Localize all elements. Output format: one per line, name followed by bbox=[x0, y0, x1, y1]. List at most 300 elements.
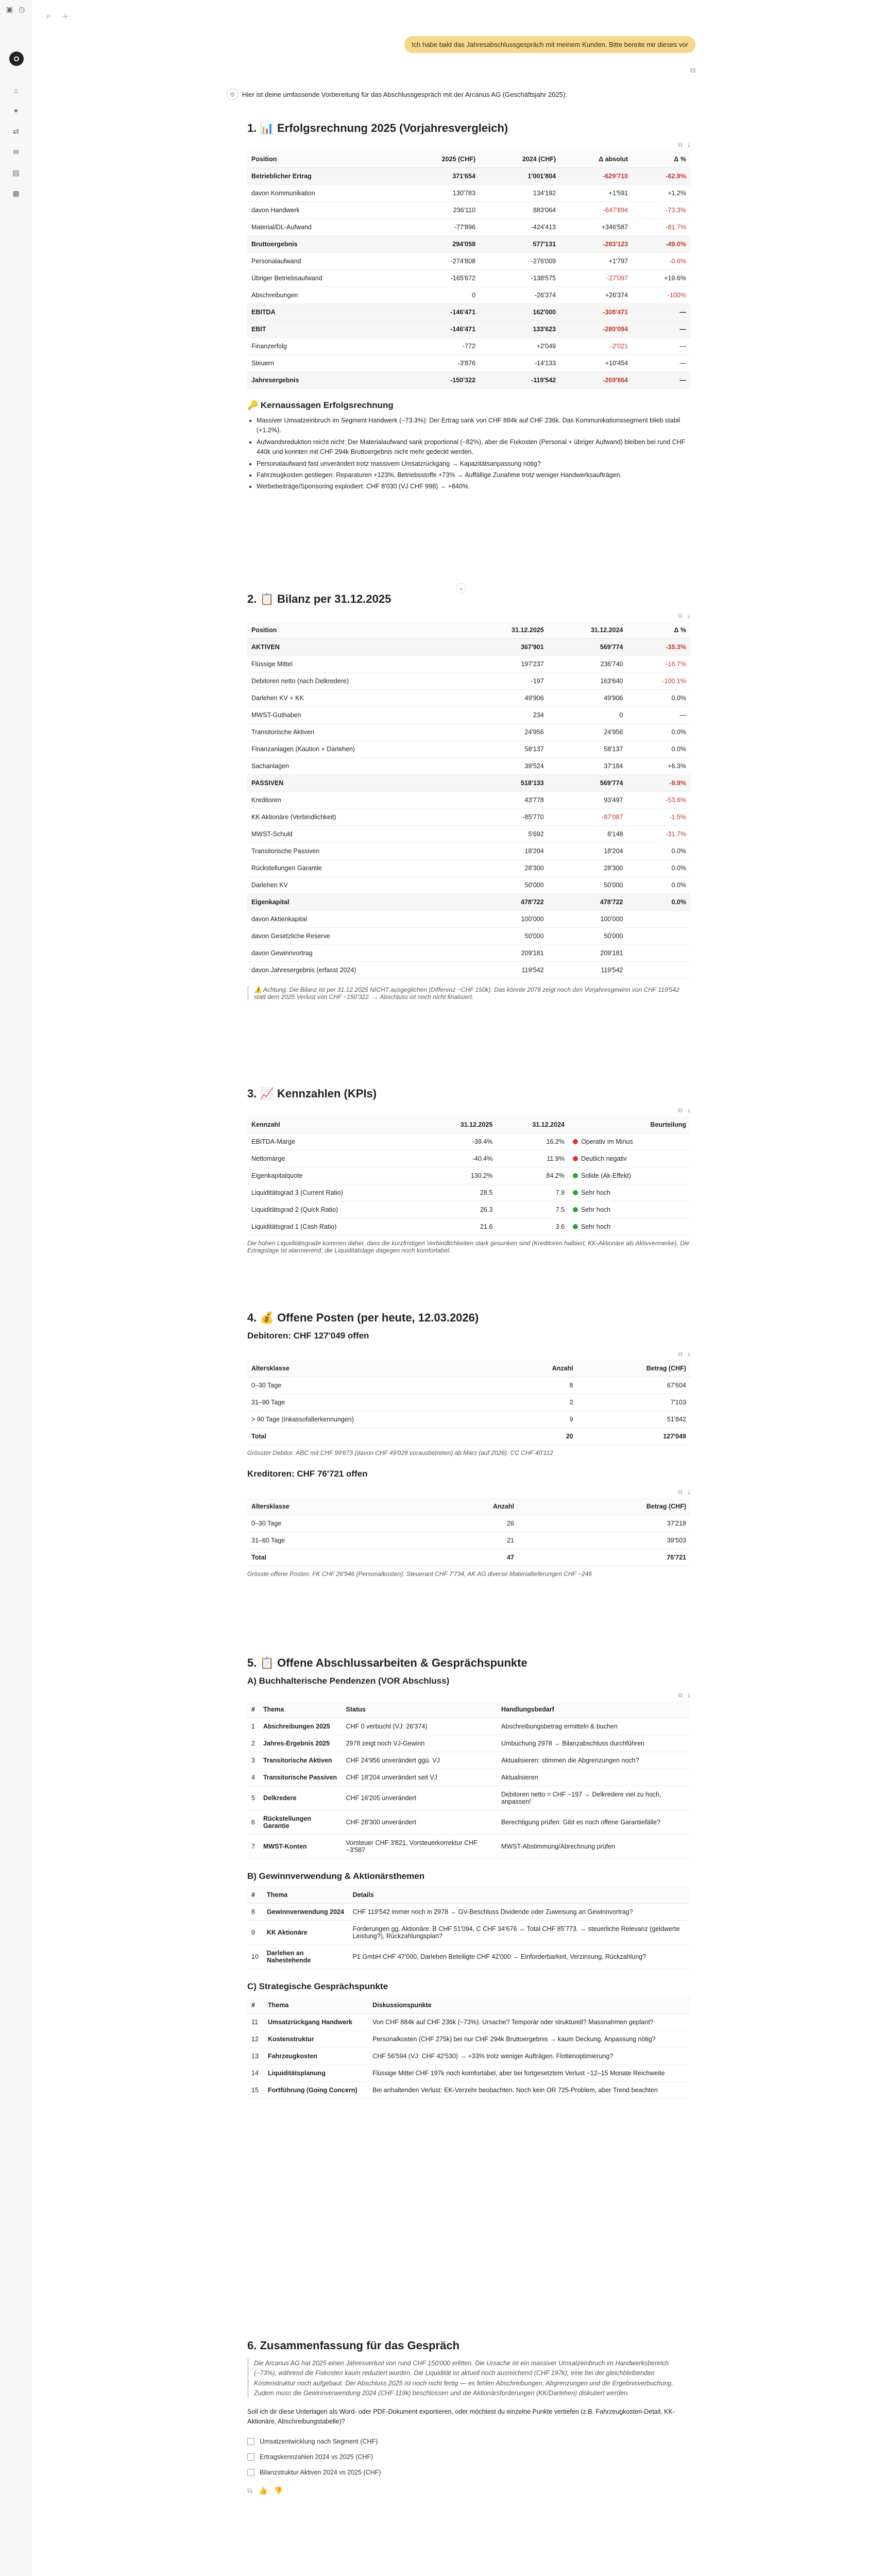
scroll-down-button[interactable]: ⌄ bbox=[456, 583, 466, 594]
table-cell: 7.9 bbox=[497, 1184, 569, 1201]
table-row bbox=[247, 1532, 690, 1549]
table-cell: Umbuchung 2978 → Bilanzabschluss durchführen bbox=[497, 1735, 690, 1752]
sidebar-toggle-icon[interactable]: ▣ bbox=[6, 5, 13, 13]
table-cell: 21 bbox=[413, 1532, 518, 1549]
table-cell: 31–90 Tage bbox=[247, 1394, 508, 1411]
copy-icon[interactable]: ⧉ bbox=[678, 1488, 683, 1496]
column-header: # bbox=[247, 1887, 263, 1904]
table-cell: 5 bbox=[247, 1786, 259, 1810]
table-cell: +6.3% bbox=[627, 758, 691, 775]
table-cell: 130'783 bbox=[399, 185, 480, 202]
table-row bbox=[247, 270, 690, 287]
copy-icon[interactable]: ⧉ bbox=[678, 612, 683, 619]
column-header: Anzahl bbox=[413, 1498, 518, 1515]
table-cell: 8 bbox=[508, 1377, 577, 1394]
table-row bbox=[247, 1133, 690, 1150]
copy-icon[interactable]: ⧉ bbox=[678, 141, 683, 148]
table-cell: EBIT bbox=[247, 321, 399, 338]
b-title: B) Gewinnverwendung & Aktionärsthemen bbox=[247, 1871, 425, 1881]
table-cell: 13 bbox=[247, 2048, 264, 2065]
explore-icon[interactable]: ✦ bbox=[13, 107, 19, 115]
table-cell: -49.0% bbox=[632, 236, 690, 253]
table-row bbox=[247, 945, 690, 962]
table-cell: -146'471 bbox=[399, 304, 480, 321]
table-cell: 209'181 bbox=[548, 945, 627, 962]
download-icon[interactable]: ⤓ bbox=[687, 1488, 690, 1496]
table-cell: -35.3% bbox=[627, 639, 691, 656]
left-sidebar bbox=[0, 0, 32, 2576]
table-cell: Flüssige Mittel CHF 197k noch komfortabel, aber bei fortgesetztem Verlust ~12–15 Monate Reichweite bbox=[368, 2065, 690, 2082]
table-row bbox=[247, 1735, 690, 1752]
table-cell: KK Aktionäre (Verbindlichkeit) bbox=[247, 809, 469, 826]
table-row bbox=[247, 2014, 690, 2031]
table-cell: Betrieblicher Ertrag bbox=[247, 168, 399, 185]
table-cell: -16.7% bbox=[627, 656, 691, 673]
table-cell: 43'778 bbox=[469, 792, 548, 809]
table-cell: 37'218 bbox=[518, 1515, 690, 1532]
copy-icon[interactable]: ⧉ bbox=[678, 1691, 683, 1699]
table-row bbox=[247, 253, 690, 270]
section-title: 2. 📋 Bilanz per 31.12.2025 bbox=[247, 592, 391, 605]
gewinnverwendung-table bbox=[247, 1887, 690, 1969]
table-row bbox=[247, 2065, 690, 2082]
column-header: 2024 (CHF) bbox=[480, 151, 560, 168]
table-cell: 93'497 bbox=[548, 792, 627, 809]
table-cell: 20 bbox=[508, 1428, 577, 1445]
table-cell: 5'692 bbox=[469, 826, 548, 843]
table-cell: 478'722 bbox=[548, 894, 627, 911]
table-cell: 127'049 bbox=[577, 1428, 690, 1445]
table-cell: -119'542 bbox=[480, 372, 560, 389]
table-cell: +1.2% bbox=[632, 185, 690, 202]
kernaussagen-title: 🔑 Kernaussagen Erfolgsrechnung bbox=[247, 400, 394, 410]
table-cell bbox=[627, 928, 691, 945]
table-cell bbox=[569, 1201, 690, 1218]
table-cell: -138'575 bbox=[480, 270, 560, 287]
table-cell: Fahrzeugkosten bbox=[264, 2048, 368, 2065]
status-text: Solide (Ak-Effekt) bbox=[581, 1172, 632, 1179]
table-row bbox=[247, 1549, 690, 1566]
section-title: 3. 📈 Kennzahlen (KPIs) bbox=[247, 1087, 377, 1100]
kreditoren-table bbox=[247, 1498, 690, 1566]
table-cell: — bbox=[632, 304, 690, 321]
table-cell: Transitorische Passiven bbox=[247, 843, 469, 860]
table-cell: 7.5 bbox=[497, 1201, 569, 1218]
table-cell: 119'542 bbox=[548, 962, 627, 979]
table-cell: Vorsteuer CHF 3'821, Vorsteuerkorrektur CHF −3'587 bbox=[342, 1835, 498, 1859]
table-row bbox=[247, 673, 690, 690]
table-row bbox=[247, 1377, 690, 1394]
table-cell: -647'894 bbox=[560, 202, 632, 219]
table-cell: -269'864 bbox=[560, 372, 632, 389]
table-cell: Forderungen gg. Aktionäre: B CHF 51'094, C CHF 34'676 → Total CHF 85'773. → steuerliche Relevanz (geldwerte Leistung?), Rückzahlungsplan? bbox=[349, 1921, 690, 1945]
table-cell: +10'454 bbox=[560, 355, 632, 372]
table-cell: -197 bbox=[469, 673, 548, 690]
bilanz-table bbox=[247, 622, 690, 979]
table-cell bbox=[569, 1218, 690, 1235]
table-row bbox=[247, 185, 690, 202]
table-cell: Bruttoergebnis bbox=[247, 236, 399, 253]
table-row bbox=[247, 236, 690, 253]
table-cell: -14'133 bbox=[480, 355, 560, 372]
list-item: • Personalaufwand fast unverändert trotz massivem Umsatzrückgang → Kapazitätsanpassung nötig? bbox=[257, 459, 690, 469]
image-file-icon bbox=[247, 2438, 254, 2445]
a-title: A) Buchhalterische Pendenzen (VOR Abschluss) bbox=[247, 1676, 450, 1686]
section-kpi bbox=[247, 1087, 690, 1254]
table-cell: -274'808 bbox=[399, 253, 480, 270]
table-cell: 58'137 bbox=[548, 741, 627, 758]
mail-icon[interactable]: ✉ bbox=[13, 148, 19, 156]
table-cell: 26.3 bbox=[425, 1201, 497, 1218]
table-tools bbox=[247, 612, 690, 620]
table-cell: -1.5% bbox=[627, 809, 691, 826]
section-zusammenfassung bbox=[247, 2339, 690, 2495]
table-cell: 0.0% bbox=[627, 690, 691, 707]
table-row bbox=[247, 1835, 690, 1859]
table-cell: 28'300 bbox=[469, 860, 548, 877]
table-cell: — bbox=[627, 707, 691, 724]
table-cell: Personalkosten (CHF 275k) bei nur CHF 294k Bruttoergebnis → kaum Deckung. Anpassung nötig? bbox=[368, 2031, 690, 2048]
table-cell bbox=[569, 1167, 690, 1184]
download-icon[interactable]: ⤓ bbox=[687, 1107, 690, 1114]
table-cell: Umsatzrückgang Handwerk bbox=[264, 2014, 368, 2031]
status-dot-icon bbox=[573, 1190, 578, 1195]
table-row bbox=[247, 809, 690, 826]
table-cell: 0.0% bbox=[627, 860, 691, 877]
table-tools bbox=[247, 141, 690, 149]
list-item: • Werbebeiträge/Sponsoring explodiert: CHF 8'030 (VJ CHF 998) → +840%. bbox=[257, 482, 690, 492]
table-cell: Jahres-Ergebnis 2025 bbox=[259, 1735, 342, 1752]
table-row bbox=[247, 962, 690, 979]
table-cell: -9.9% bbox=[627, 775, 691, 792]
table-cell: 24'956 bbox=[548, 724, 627, 741]
table-cell: -772 bbox=[399, 338, 480, 355]
table-row bbox=[247, 1769, 690, 1786]
status-dot-icon bbox=[573, 1173, 578, 1178]
table-cell: 9 bbox=[508, 1411, 577, 1428]
table-cell: EBITDA bbox=[247, 304, 399, 321]
table-cell: Steuern bbox=[247, 355, 399, 372]
table-cell: AKTIVEN bbox=[247, 639, 469, 656]
table-cell: Übriger Betriebsaufwand bbox=[247, 270, 399, 287]
table-cell: 7 bbox=[247, 1835, 259, 1859]
table-cell: CHF 56'594 (VJ: CHF 42'530) → +33% trotz weniger Aufträgen. Flottenoptimierung? bbox=[368, 2048, 690, 2065]
table-cell: 11 bbox=[247, 2014, 264, 2031]
table-cell: -100.1% bbox=[627, 673, 691, 690]
table-row bbox=[247, 894, 690, 911]
table-cell: Abschreibungen 2025 bbox=[259, 1718, 342, 1735]
column-header: Altersklasse bbox=[247, 1360, 508, 1377]
table-tools bbox=[247, 1691, 690, 1699]
table-cell: +26'374 bbox=[560, 287, 632, 304]
table-row bbox=[247, 1515, 690, 1532]
table-row bbox=[247, 928, 690, 945]
workflow-icon[interactable]: ⇄ bbox=[13, 127, 19, 135]
table-cell: Liquiditätsplanung bbox=[264, 2065, 368, 2082]
table-cell: -276'009 bbox=[480, 253, 560, 270]
table-cell: +1'591 bbox=[560, 185, 632, 202]
assistant-header bbox=[227, 89, 567, 100]
table-cell: -73.3% bbox=[632, 202, 690, 219]
table-row bbox=[247, 1752, 690, 1769]
download-icon[interactable]: ⤓ bbox=[687, 141, 690, 148]
table-cell: 8 bbox=[247, 1904, 263, 1921]
table-cell: -53.6% bbox=[627, 792, 691, 809]
table-cell: -62.9% bbox=[632, 168, 690, 185]
table-row bbox=[247, 372, 690, 389]
download-icon[interactable]: ⤓ bbox=[687, 1691, 690, 1699]
table-cell: Gewinnverwendung 2024 bbox=[263, 1904, 349, 1921]
section-offene-arbeiten bbox=[247, 1656, 690, 2099]
table-row bbox=[247, 168, 690, 185]
table-row bbox=[247, 287, 690, 304]
column-header: Kennzahl bbox=[247, 1116, 425, 1133]
table-cell: 14 bbox=[247, 2065, 264, 2082]
column-header: Thema bbox=[264, 1997, 368, 2014]
home-icon[interactable]: ⌂ bbox=[13, 86, 19, 94]
table-cell: -27'097 bbox=[560, 270, 632, 287]
grid-icon[interactable]: ▦ bbox=[12, 189, 20, 197]
table-cell: 3 bbox=[247, 1752, 259, 1769]
table-row bbox=[247, 2082, 690, 2099]
table-cell: Abschreibungen bbox=[247, 287, 399, 304]
table-cell: 130.2% bbox=[425, 1167, 497, 1184]
table-row bbox=[247, 338, 690, 355]
table-cell: 7'103 bbox=[577, 1394, 690, 1411]
table-cell: -146'471 bbox=[399, 321, 480, 338]
chart-file-item[interactable] bbox=[247, 2434, 690, 2449]
kernaussagen-list bbox=[257, 416, 690, 492]
strategie-table bbox=[247, 1997, 690, 2099]
table-cell: 0 bbox=[548, 707, 627, 724]
section-bilanz bbox=[247, 592, 690, 1001]
table-cell: — bbox=[632, 355, 690, 372]
download-icon[interactable]: ⤓ bbox=[687, 1350, 690, 1358]
column-header: # bbox=[247, 1701, 259, 1718]
table-cell: +19.6% bbox=[632, 270, 690, 287]
table-row bbox=[247, 1718, 690, 1735]
copy-icon[interactable]: ⧉ bbox=[678, 1107, 683, 1114]
table-cell: 236'740 bbox=[548, 656, 627, 673]
column-header: 31.12.2024 bbox=[548, 622, 627, 639]
search-icon[interactable]: ⌕ bbox=[46, 11, 50, 20]
table-row bbox=[247, 1184, 690, 1201]
table-cell: Personalaufwand bbox=[247, 253, 399, 270]
table-cell: 16.2% bbox=[497, 1133, 569, 1150]
table-cell: 0–30 Tage bbox=[247, 1377, 508, 1394]
table-cell: 84.2% bbox=[497, 1167, 569, 1184]
kpi-hint: Die hohen Liquiditätsgrade kommen daher, dass die kurzfristigen Verbindlichkeiten stark gesunken sind (Kreditoren halbiert, KK-Aktionäre als Aktivvermerke). Die Ertragslage ist alarmierend, die Liquiditätslage dagegen noch komfortabel. bbox=[247, 1240, 690, 1254]
table-row bbox=[247, 656, 690, 673]
column-header: Thema bbox=[259, 1701, 342, 1718]
table-cell: P1 GmbH CHF 47'000, Darlehen Beteiligte CHF 42'000 → Einforderbarkeit, Verzinsung, Rückzahlung? bbox=[349, 1945, 690, 1969]
assistant-avatar: ◎ bbox=[227, 89, 238, 100]
section-title: 5. 📋 Offene Abschlussarbeiten & Gesprächspunkte bbox=[247, 1656, 527, 1669]
table-cell: 569'774 bbox=[548, 639, 627, 656]
table-cell: -81.7% bbox=[632, 219, 690, 236]
table-row bbox=[247, 202, 690, 219]
table-cell bbox=[627, 945, 691, 962]
column-header: Position bbox=[247, 622, 469, 639]
table-cell: 367'901 bbox=[469, 639, 548, 656]
table-cell: MWST-Abstimmung/Abrechnung prüfen bbox=[497, 1835, 690, 1859]
table-cell: — bbox=[632, 338, 690, 355]
column-header: Δ absolut bbox=[560, 151, 632, 168]
table-row bbox=[247, 1150, 690, 1167]
table-row bbox=[247, 1394, 690, 1411]
table-cell: CHF 24'956 unverändert ggü. VJ bbox=[342, 1752, 498, 1769]
table-row bbox=[247, 1218, 690, 1235]
table-cell: 39'503 bbox=[518, 1532, 690, 1549]
table-cell: Delkredere bbox=[259, 1786, 342, 1810]
table-cell: 10 bbox=[247, 1945, 263, 1969]
table-cell bbox=[627, 911, 691, 928]
kreditoren-note: Grösste offene Posten: FK CHF 26'946 (Personalkosten), Steuerant CHF 7'734, AK AG diverse Materiallieferungen CHF −246 bbox=[247, 1570, 592, 1578]
table-row bbox=[247, 321, 690, 338]
column-header: Diskussionspunkte bbox=[368, 1997, 690, 2014]
table-cell: davon Jahresergebnis (erfasst 2024) bbox=[247, 962, 469, 979]
table-cell: -424'413 bbox=[480, 219, 560, 236]
table-row bbox=[247, 792, 690, 809]
table-cell: 12 bbox=[247, 2031, 264, 2048]
table-cell: Liquiditätsgrad 2 (Quick Ratio) bbox=[247, 1201, 425, 1218]
table-row bbox=[247, 911, 690, 928]
table-cell: 21.6 bbox=[425, 1218, 497, 1235]
status-text: Sehr hoch bbox=[581, 1223, 610, 1230]
table-cell: Material/DL-Aufwand bbox=[247, 219, 399, 236]
table-cell: 50'000 bbox=[469, 928, 548, 945]
column-header: Beurteilung bbox=[569, 1116, 690, 1133]
copy-icon[interactable]: ⧉ bbox=[247, 2486, 252, 2495]
table-cell: -77'896 bbox=[399, 219, 480, 236]
table-cell: davon Aktienkapital bbox=[247, 911, 469, 928]
table-cell: 50'000 bbox=[548, 877, 627, 894]
table-cell: Abschreibungsbetrag ermitteln & buchen bbox=[497, 1718, 690, 1735]
thumbs-up-icon[interactable]: 👍 bbox=[259, 2486, 268, 2495]
table-cell: CHF 119'542 immer noch in 2978 → GV-Beschluss Dividende oder Zuweisung an Gewinnvortrag? bbox=[349, 1904, 690, 1921]
table-cell: MWST-Guthaben bbox=[247, 707, 469, 724]
table-cell: 28'300 bbox=[548, 860, 627, 877]
column-header: Details bbox=[349, 1887, 690, 1904]
table-cell: EBITDA-Marge bbox=[247, 1133, 425, 1150]
status-text: Sehr hoch bbox=[581, 1206, 610, 1213]
table-cell: — bbox=[632, 372, 690, 389]
table-cell: -165'672 bbox=[399, 270, 480, 287]
table-cell: CHF 0 verbucht (VJ: 26'374) bbox=[342, 1718, 498, 1735]
table-cell: MWST-Konten bbox=[259, 1835, 342, 1859]
status-dot-icon bbox=[573, 1139, 578, 1144]
table-cell: 18'204 bbox=[469, 843, 548, 860]
table-cell: 0.0% bbox=[627, 877, 691, 894]
table-cell: Rückstellungen Garantie bbox=[247, 860, 469, 877]
table-cell: davon Handwerk bbox=[247, 202, 399, 219]
column-header: Anzahl bbox=[508, 1360, 577, 1377]
table-cell: -100% bbox=[632, 287, 690, 304]
table-cell: Transitorische Passiven bbox=[259, 1769, 342, 1786]
column-header: 31.12.2024 bbox=[497, 1116, 569, 1133]
app-logo: O bbox=[9, 52, 24, 66]
copy-icon[interactable]: ⧉ bbox=[678, 1350, 683, 1358]
table-cell: 236'110 bbox=[399, 202, 480, 219]
table-cell: -629'710 bbox=[560, 168, 632, 185]
chart-file-item[interactable] bbox=[247, 2449, 690, 2465]
table-cell: 133'623 bbox=[480, 321, 560, 338]
table-cell: CHF 18'204 unverändert seit VJ bbox=[342, 1769, 498, 1786]
history-icon[interactable]: ◷ bbox=[19, 5, 25, 13]
chart-file-item[interactable] bbox=[247, 2465, 690, 2480]
table-cell: 577'131 bbox=[480, 236, 560, 253]
table-cell: 883'064 bbox=[480, 202, 560, 219]
copy-icon[interactable]: ⧉ bbox=[690, 66, 695, 74]
table-row bbox=[247, 639, 690, 656]
table-cell: CHF 28'300 unverändert bbox=[342, 1810, 498, 1835]
table-cell: 28.5 bbox=[425, 1184, 497, 1201]
table-cell: 163'640 bbox=[548, 673, 627, 690]
table-cell bbox=[569, 1133, 690, 1150]
table-cell: Sachanlagen bbox=[247, 758, 469, 775]
table-cell: Berechtigung prüfen: Gibt es noch offene Garantiefälle? bbox=[497, 1810, 690, 1835]
table-row bbox=[247, 690, 690, 707]
table-cell: Flüssige Mittel bbox=[247, 656, 469, 673]
column-header: 31.12.2025 bbox=[469, 622, 548, 639]
table-cell: 209'181 bbox=[469, 945, 548, 962]
table-cell: 2 bbox=[508, 1394, 577, 1411]
section-erfolgsrechnung bbox=[247, 122, 690, 494]
table-cell: -40.4% bbox=[425, 1150, 497, 1167]
chart-file-label: Bilanzstruktur Aktiven 2024 vs 2025 (CHF) bbox=[260, 2469, 381, 2477]
thumbs-down-icon[interactable]: 👎 bbox=[274, 2486, 283, 2495]
table-tools bbox=[247, 1488, 690, 1496]
table-cell: 134'192 bbox=[480, 185, 560, 202]
document-icon[interactable]: ▤ bbox=[12, 168, 20, 177]
table-cell: 47 bbox=[413, 1549, 518, 1566]
table-cell: 2978 zeigt noch VJ-Gewinn bbox=[342, 1735, 498, 1752]
table-row bbox=[247, 877, 690, 894]
table-cell: 3.6 bbox=[497, 1218, 569, 1235]
image-file-icon bbox=[247, 2453, 254, 2461]
table-cell: -0.6% bbox=[632, 253, 690, 270]
image-file-icon bbox=[247, 2469, 254, 2476]
table-cell: 11.9% bbox=[497, 1150, 569, 1167]
new-chat-icon[interactable]: ＋ bbox=[62, 12, 69, 21]
table-row bbox=[247, 1945, 690, 1969]
section-title: 4. 💰 Offene Posten (per heute, 12.03.2026) bbox=[247, 1311, 479, 1324]
table-row bbox=[247, 843, 690, 860]
table-cell: 51'842 bbox=[577, 1411, 690, 1428]
table-cell: Transitorische Aktiven bbox=[259, 1752, 342, 1769]
column-header: Δ % bbox=[632, 151, 690, 168]
table-cell: Total bbox=[247, 1428, 508, 1445]
table-row bbox=[247, 1428, 690, 1445]
download-icon[interactable]: ⤓ bbox=[687, 612, 690, 619]
user-message: Ich habe bald das Jahresabschlussgespräch mit meinem Kunden. Bitte bereite mir dieses vor bbox=[404, 36, 695, 53]
table-cell: 49'906 bbox=[548, 690, 627, 707]
table-cell: 6 bbox=[247, 1810, 259, 1835]
status-dot-icon bbox=[573, 1207, 578, 1212]
table-cell: 2 bbox=[247, 1735, 259, 1752]
table-cell: Darlehen KV bbox=[247, 877, 469, 894]
table-row bbox=[247, 1411, 690, 1428]
table-cell: Debitoren netto = CHF −197 → Delkredere viel zu hoch, anpassen! bbox=[497, 1786, 690, 1810]
table-row bbox=[247, 1167, 690, 1184]
list-item: • Massiver Umsatzeinbruch im Segment Handwerk (−73.3%): Der Ertrag sank von CHF 884k auf CHF 236k. Das Kommunikationssegment blieb stabil (+1.2%). bbox=[257, 416, 690, 436]
table-cell: 26 bbox=[413, 1515, 518, 1532]
table-cell: davon Kommunikation bbox=[247, 185, 399, 202]
table-cell: Finanzanlagen (Kaution + Darlehen) bbox=[247, 741, 469, 758]
table-cell: CHF 16'205 unverändert bbox=[342, 1786, 498, 1810]
column-header: 2025 (CHF) bbox=[399, 151, 480, 168]
table-cell: +2'049 bbox=[480, 338, 560, 355]
